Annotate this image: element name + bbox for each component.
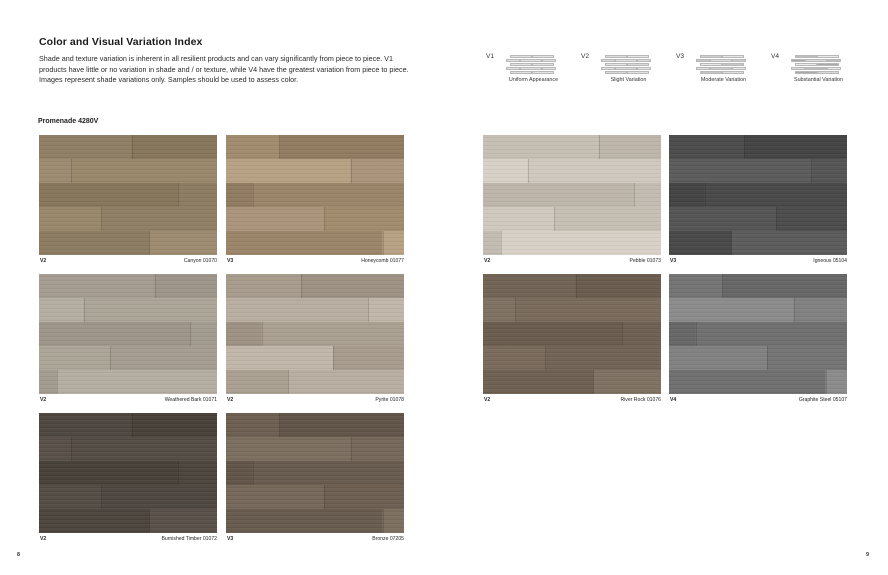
floor-swatch-image xyxy=(226,413,404,533)
sample-brick xyxy=(722,63,744,66)
sample-brick xyxy=(532,71,554,74)
floor-swatch-image xyxy=(39,135,217,255)
legend-code: V2 xyxy=(581,53,590,60)
variation-rating: V2 xyxy=(40,397,47,403)
legend-code: V3 xyxy=(676,53,685,60)
variation-rating: V3 xyxy=(227,258,234,264)
swatch-caption xyxy=(483,258,661,266)
sample-brick xyxy=(696,67,710,70)
series-title: Promenade 4280V xyxy=(38,118,99,125)
legend-code: V4 xyxy=(771,53,780,60)
swatch-caption xyxy=(483,397,661,405)
product-name: Burnished Timber 01072 xyxy=(161,536,217,542)
legend-caption: Uniform Appearance xyxy=(508,77,559,83)
wood-grain-texture xyxy=(39,274,217,394)
sample-brick xyxy=(506,59,520,62)
swatch-caption xyxy=(226,397,404,405)
variation-rating: V3 xyxy=(227,536,234,542)
wood-grain-texture xyxy=(483,274,661,394)
sample-brick xyxy=(700,71,722,74)
variation-rating: V2 xyxy=(40,258,47,264)
sample-brick xyxy=(732,59,746,62)
product-name: Igneous 05104 xyxy=(813,258,847,264)
sample-brick xyxy=(510,63,532,66)
sample-brick xyxy=(827,67,841,70)
sample-brick xyxy=(542,67,556,70)
sample-brick xyxy=(532,63,554,66)
sample-brick xyxy=(805,59,827,62)
floor-swatch-image xyxy=(226,135,404,255)
wood-grain-texture xyxy=(39,413,217,533)
sample-brick xyxy=(510,55,532,58)
sample-brick xyxy=(532,55,554,58)
sample-brick xyxy=(732,67,746,70)
sample-brick xyxy=(601,67,615,70)
product-name: Pebble 01073 xyxy=(629,258,661,264)
product-name: Canyon 01070 xyxy=(183,258,217,264)
swatch-caption xyxy=(669,258,847,266)
page-title: Color and Visual Variation Index xyxy=(39,36,203,48)
legend-caption: Slight Variation xyxy=(610,77,647,83)
swatch-caption xyxy=(39,397,217,405)
sample-brick xyxy=(817,63,839,66)
product-name: Graphite Steel 05107 xyxy=(798,397,847,403)
product-name: Pyrite 01078 xyxy=(375,397,404,403)
product-name: Honeycomb 01077 xyxy=(361,258,404,264)
sample-brick xyxy=(817,71,839,74)
swatch-caption xyxy=(669,397,847,405)
sample-brick xyxy=(827,59,841,62)
variation-sample-icon xyxy=(696,55,748,75)
swatch-caption xyxy=(226,258,404,266)
sample-brick xyxy=(795,71,817,74)
variation-sample-icon xyxy=(791,55,843,75)
legend-caption: Substantial Variation xyxy=(793,77,844,83)
variation-sample-icon xyxy=(506,55,558,75)
sample-brick xyxy=(605,63,627,66)
floor-swatch-image xyxy=(39,413,217,533)
variation-rating: V2 xyxy=(40,536,47,542)
intro-paragraph: Shade and texture variation is inherent in all resilient products and can vary significantly from piece to piece. V1 products have little or no variation in shade and / or texture, while V4 have the greatest variation from piece to piece. Images represent shade variations only. Samples should be used to assess color. xyxy=(39,54,409,85)
page-number-right: 9 xyxy=(866,552,869,558)
sample-brick xyxy=(700,63,722,66)
variation-rating: V2 xyxy=(227,397,234,403)
variation-rating: V2 xyxy=(484,397,491,403)
variation-rating: V4 xyxy=(670,397,677,403)
swatch-caption xyxy=(226,536,404,544)
wood-grain-texture xyxy=(39,135,217,255)
product-name: Weathered Bark 01071 xyxy=(164,397,217,403)
floor-swatch-image xyxy=(669,135,847,255)
wood-grain-texture xyxy=(226,274,404,394)
sample-brick xyxy=(520,59,542,62)
sample-brick xyxy=(520,67,542,70)
sample-brick xyxy=(817,55,839,58)
floor-swatch-image xyxy=(226,274,404,394)
sample-brick xyxy=(805,67,827,70)
sample-brick xyxy=(795,55,817,58)
sample-brick xyxy=(696,59,710,62)
sample-brick xyxy=(605,71,627,74)
wood-grain-texture xyxy=(669,135,847,255)
sample-brick xyxy=(542,59,556,62)
swatch-caption xyxy=(39,536,217,544)
sample-brick xyxy=(710,67,732,70)
sample-brick xyxy=(637,67,651,70)
floor-swatch-image xyxy=(483,274,661,394)
sample-brick xyxy=(627,71,649,74)
swatch-caption xyxy=(39,258,217,266)
legend-code: V1 xyxy=(486,53,495,60)
product-name: Bronze 07205 xyxy=(372,536,404,542)
page-number-left: 8 xyxy=(17,552,20,558)
sample-brick xyxy=(615,67,637,70)
sample-brick xyxy=(510,71,532,74)
sample-brick xyxy=(791,67,805,70)
variation-rating: V2 xyxy=(484,258,491,264)
sample-brick xyxy=(627,63,649,66)
sample-brick xyxy=(615,59,637,62)
legend-caption: Moderate Variation xyxy=(700,77,747,83)
sample-brick xyxy=(791,59,805,62)
sample-brick xyxy=(710,59,732,62)
wood-grain-texture xyxy=(226,135,404,255)
sample-brick xyxy=(506,67,520,70)
wood-grain-texture xyxy=(483,135,661,255)
sample-brick xyxy=(700,55,722,58)
wood-grain-texture xyxy=(669,274,847,394)
floor-swatch-image xyxy=(483,135,661,255)
sample-brick xyxy=(722,55,744,58)
floor-swatch-image xyxy=(39,274,217,394)
sample-brick xyxy=(601,59,615,62)
sample-brick xyxy=(722,71,744,74)
sample-brick xyxy=(627,55,649,58)
sample-brick xyxy=(605,55,627,58)
variation-rating: V3 xyxy=(670,258,677,264)
floor-swatch-image xyxy=(669,274,847,394)
wood-grain-texture xyxy=(226,413,404,533)
product-name: River Rock 01076 xyxy=(620,397,661,403)
variation-sample-icon xyxy=(601,55,653,75)
sample-brick xyxy=(795,63,817,66)
sample-brick xyxy=(637,59,651,62)
